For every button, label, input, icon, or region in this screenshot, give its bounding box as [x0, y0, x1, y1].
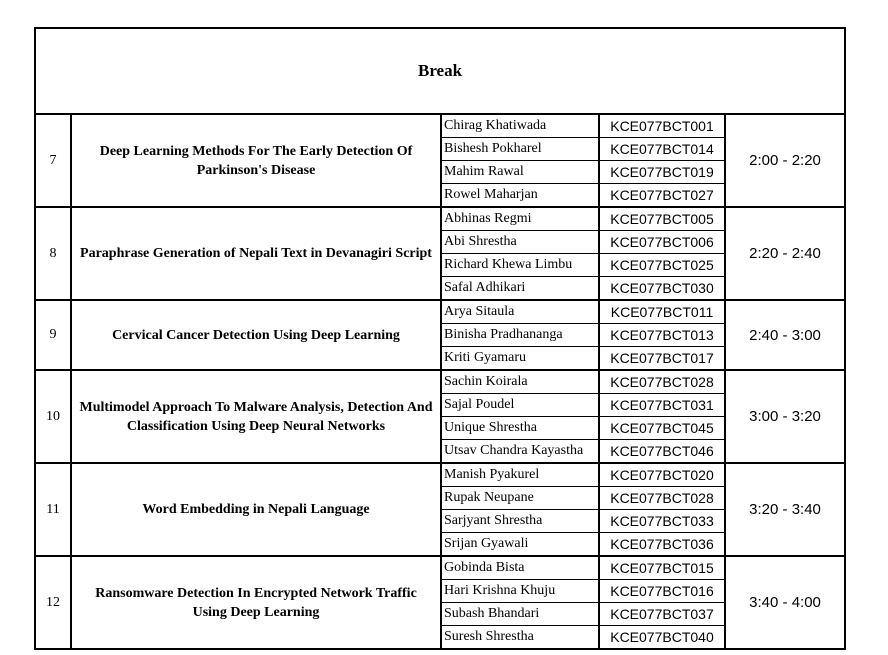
schedule-body [35, 28, 845, 649]
member-name: Srijan Gyawali [441, 533, 599, 557]
break-row [35, 28, 845, 114]
project-title: Word Embedding in Nepali Language [71, 463, 441, 556]
member-roll-number: KCE077BCT019 [599, 161, 725, 184]
project-title: Paraphrase Generation of Nepali Text in Devanagiri Script [71, 207, 441, 300]
project-title: Cervical Cancer Detection Using Deep Learning [71, 300, 441, 370]
member-name: Rowel Maharjan [441, 184, 599, 208]
member-name: Kriti Gyamaru [441, 347, 599, 371]
member-roll-number: KCE077BCT020 [599, 463, 725, 487]
member-name: Bishesh Pokharel [441, 138, 599, 161]
member-name: Binisha Pradhananga [441, 324, 599, 347]
time-slot: 2:40 - 3:00 [725, 300, 845, 370]
member-name: Sarjyant Shrestha [441, 510, 599, 533]
member-row [35, 300, 845, 324]
member-roll-number: KCE077BCT025 [599, 254, 725, 277]
member-roll-number: KCE077BCT027 [599, 184, 725, 208]
member-roll-number: KCE077BCT013 [599, 324, 725, 347]
member-roll-number: KCE077BCT005 [599, 207, 725, 231]
member-name: Gobinda Bista [441, 556, 599, 580]
member-roll-number: KCE077BCT045 [599, 417, 725, 440]
member-name: Abhinas Regmi [441, 207, 599, 231]
group-number: 10 [35, 370, 71, 463]
member-name: Sajal Poudel [441, 394, 599, 417]
member-roll-number: KCE077BCT030 [599, 277, 725, 301]
member-roll-number: KCE077BCT036 [599, 533, 725, 557]
member-row [35, 207, 845, 231]
member-roll-number: KCE077BCT031 [599, 394, 725, 417]
member-name: Richard Khewa Limbu [441, 254, 599, 277]
member-name: Arya Sitaula [441, 300, 599, 324]
member-roll-number: KCE077BCT015 [599, 556, 725, 580]
member-roll-number: KCE077BCT033 [599, 510, 725, 533]
group-number: 9 [35, 300, 71, 370]
member-roll-number: KCE077BCT006 [599, 231, 725, 254]
break-label: Break [35, 28, 845, 114]
schedule-page [34, 27, 844, 650]
member-row [35, 556, 845, 580]
member-name: Safal Adhikari [441, 277, 599, 301]
member-row [35, 114, 845, 138]
member-roll-number: KCE077BCT046 [599, 440, 725, 464]
group-number: 12 [35, 556, 71, 649]
group-number: 7 [35, 114, 71, 207]
member-roll-number: KCE077BCT028 [599, 487, 725, 510]
member-name: Utsav Chandra Kayastha [441, 440, 599, 464]
member-roll-number: KCE077BCT011 [599, 300, 725, 324]
member-name: Subash Bhandari [441, 603, 599, 626]
member-name: Rupak Neupane [441, 487, 599, 510]
project-title: Deep Learning Methods For The Early Detection Of Parkinson's Disease [71, 114, 441, 207]
member-roll-number: KCE077BCT028 [599, 370, 725, 394]
member-roll-number: KCE077BCT014 [599, 138, 725, 161]
member-name: Suresh Shrestha [441, 626, 599, 650]
member-roll-number: KCE077BCT001 [599, 114, 725, 138]
group-number: 8 [35, 207, 71, 300]
time-slot: 3:00 - 3:20 [725, 370, 845, 463]
member-roll-number: KCE077BCT017 [599, 347, 725, 371]
presentation-schedule-table [34, 27, 846, 650]
member-row [35, 370, 845, 394]
time-slot: 3:40 - 4:00 [725, 556, 845, 649]
member-name: Sachin Koirala [441, 370, 599, 394]
member-name: Manish Pyakurel [441, 463, 599, 487]
member-roll-number: KCE077BCT016 [599, 580, 725, 603]
member-name: Unique Shrestha [441, 417, 599, 440]
member-name: Abi Shrestha [441, 231, 599, 254]
member-name: Chirag Khatiwada [441, 114, 599, 138]
member-row [35, 463, 845, 487]
time-slot: 2:20 - 2:40 [725, 207, 845, 300]
group-number: 11 [35, 463, 71, 556]
project-title: Ransomware Detection In Encrypted Network Traffic Using Deep Learning [71, 556, 441, 649]
member-name: Mahim Rawal [441, 161, 599, 184]
time-slot: 2:00 - 2:20 [725, 114, 845, 207]
member-roll-number: KCE077BCT040 [599, 626, 725, 650]
member-roll-number: KCE077BCT037 [599, 603, 725, 626]
time-slot: 3:20 - 3:40 [725, 463, 845, 556]
project-title: Multimodel Approach To Malware Analysis, Detection And Classification Using Deep Neural Networks [71, 370, 441, 463]
member-name: Hari Krishna Khuju [441, 580, 599, 603]
